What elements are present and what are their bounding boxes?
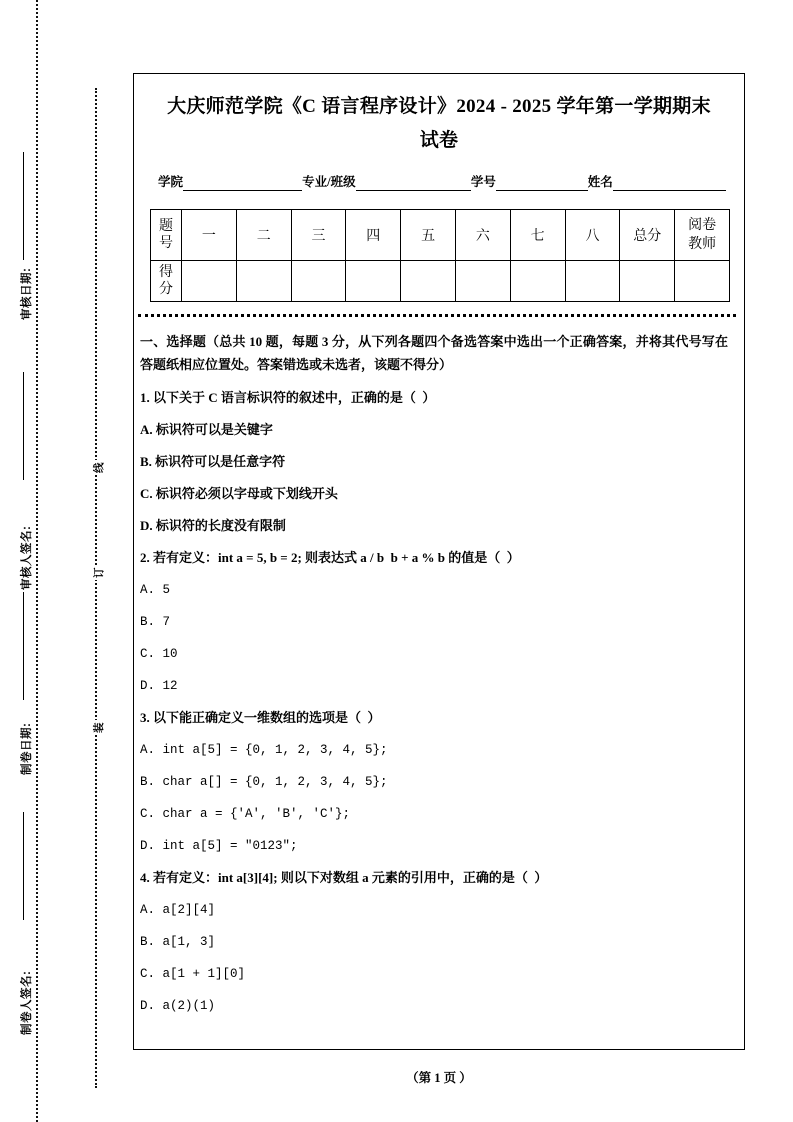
major-class-label: 专业/班级 — [302, 175, 356, 189]
question-number-stub — [151, 210, 182, 261]
column-header-2: 二 — [236, 210, 291, 261]
question-2-option-b[interactable]: B. 7 — [140, 615, 171, 629]
score-cell-3[interactable] — [291, 261, 346, 302]
dashed-separator — [138, 314, 736, 317]
signature-rule-4 — [23, 812, 24, 920]
column-header-6: 六 — [455, 210, 510, 261]
column-header-grader — [675, 210, 730, 261]
student-id-label: 学号 — [470, 175, 496, 189]
question-2-option-a[interactable]: A. 5 — [140, 583, 171, 597]
question-4-option-d[interactable]: D. a(2)(1) — [140, 999, 216, 1013]
score-stub-char-2: 分 — [159, 282, 173, 297]
question-2-option-d[interactable]: D. 12 — [140, 679, 178, 693]
column-header-4: 四 — [346, 210, 401, 261]
question-1-option-d[interactable]: D. 标识符的长度没有限制 — [140, 518, 286, 533]
signature-rule-1 — [23, 152, 24, 260]
exam-title-line-2: 试卷 — [419, 130, 459, 151]
score-stub-char-1: 得 — [159, 265, 173, 280]
score-cell-6[interactable] — [455, 261, 510, 302]
grader-header-line-1: 阅卷 — [688, 218, 717, 233]
question-1-option-a[interactable]: A. 标识符可以是关键字 — [140, 422, 273, 437]
score-table-header-row — [151, 210, 730, 261]
exam-paper-frame — [133, 73, 745, 1050]
score-stub — [151, 261, 182, 302]
question-1-option-b[interactable]: B. 标识符可以是任意字符 — [140, 454, 286, 469]
seal-char-xian: 线 — [90, 461, 107, 476]
question-number-stub-char-1: 题 — [159, 219, 173, 234]
score-cell-7[interactable] — [510, 261, 565, 302]
section-heading-choice: 一、选择题（总共 10 题，每题 3 分，从下列各题四个备选答案中选出一个正确答案，并将其代号写在答题纸相应位置处。答案错选或未选者，该题不得分） — [140, 334, 728, 372]
question-4-option-b[interactable]: B. a[1, 3] — [140, 935, 216, 949]
binding-sealing-zone — [0, 0, 133, 1122]
question-4-stem: 4. 若有定义：int a[3][4]; 则以下对数组 a 元素的引用中，正确的是（ ） — [140, 870, 548, 885]
student-info-line — [158, 172, 726, 191]
column-header-1: 一 — [182, 210, 237, 261]
signature-rule-3 — [23, 592, 24, 700]
question-4-option-c[interactable]: C. a[1 + 1][0] — [140, 967, 246, 981]
score-cell-8[interactable] — [565, 261, 620, 302]
column-header-5: 五 — [401, 210, 456, 261]
exam-title — [148, 90, 730, 158]
question-2-stem: 2. 若有定义：int a = 5, b = 2; 则表达式 a / b b + a % b 的值是（ ） — [140, 550, 520, 565]
score-table — [150, 209, 730, 302]
score-table-value-row — [151, 261, 730, 302]
college-label: 学院 — [158, 175, 184, 189]
question-3-option-b[interactable]: B. char a[] = {0, 1, 2, 3, 4, 5}; — [140, 775, 388, 789]
reviewer-signature-label: 审核人签名: — [21, 525, 33, 590]
question-body — [140, 330, 728, 1016]
score-cell-4[interactable] — [346, 261, 401, 302]
question-2-option-c[interactable]: C. 10 — [140, 647, 178, 661]
question-3-stem: 3. 以下能正确定义一维数组的选项是（ ） — [140, 710, 381, 725]
question-3-option-a[interactable]: A. int a[5] = {0, 1, 2, 3, 4, 5}; — [140, 743, 388, 757]
page-footer: （第 1 页 ） — [406, 1071, 472, 1085]
inner-dotted-line — [95, 88, 97, 1088]
college-input[interactable] — [183, 176, 302, 191]
score-cell-2[interactable] — [236, 261, 291, 302]
exam-title-line-1: 大庆师范学院《C 语言程序设计》2024 - 2025 学年第一学期期末 — [167, 96, 711, 117]
question-1-option-c[interactable]: C. 标识符必须以字母或下划线开头 — [140, 486, 338, 501]
outer-dotted-line — [36, 0, 38, 1122]
score-table-container — [150, 209, 730, 302]
score-cell-total[interactable] — [620, 261, 675, 302]
student-name-input[interactable] — [613, 176, 726, 191]
question-1-stem: 1. 以下关于 C 语言标识符的叙述中，正确的是（ ） — [140, 390, 436, 405]
column-header-total: 总分 — [620, 210, 675, 261]
column-header-7: 七 — [510, 210, 565, 261]
paper-author-signature-label: 制卷人签名: — [21, 970, 33, 1035]
student-name-label: 姓名 — [587, 175, 613, 189]
major-class-input[interactable] — [356, 176, 471, 191]
signature-rule-2 — [23, 372, 24, 480]
review-date-label: 审核日期: — [21, 267, 33, 320]
grader-header-line-2: 教师 — [688, 237, 717, 252]
question-4-option-a[interactable]: A. a[2][4] — [140, 903, 216, 917]
score-cell-5[interactable] — [401, 261, 456, 302]
question-number-stub-char-2: 号 — [159, 236, 173, 251]
seal-char-ding: 订 — [90, 566, 107, 581]
column-header-8: 八 — [565, 210, 620, 261]
question-3-option-c[interactable]: C. char a = {'A', 'B', 'C'}; — [140, 807, 351, 821]
student-id-input[interactable] — [496, 176, 588, 191]
seal-char-zhuang: 装 — [90, 721, 107, 736]
grader-cell[interactable] — [675, 261, 730, 302]
paper-date-label: 制卷日期: — [21, 722, 33, 775]
question-3-option-d[interactable]: D. int a[5] = "0123"; — [140, 839, 298, 853]
score-cell-1[interactable] — [182, 261, 237, 302]
column-header-3: 三 — [291, 210, 346, 261]
